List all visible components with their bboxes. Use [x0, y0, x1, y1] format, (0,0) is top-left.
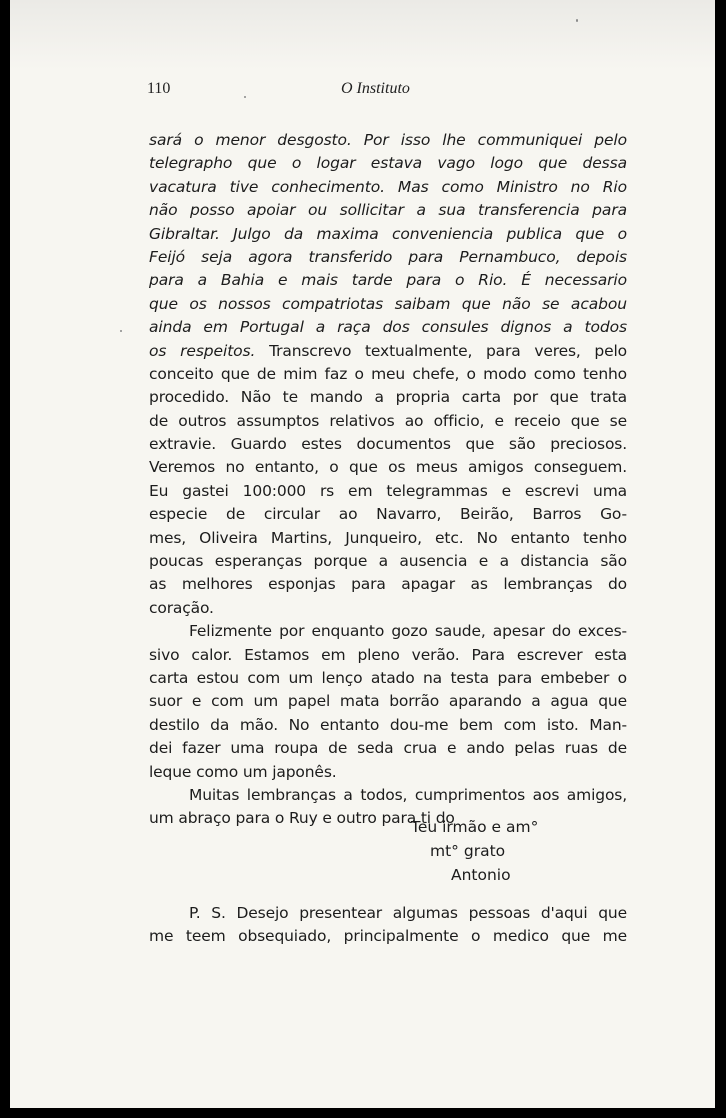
- text-line: mes, Oliveira Martins, Junqueiro, etc. No entanto tenho: [149, 528, 627, 547]
- text-line: Feijó seja agora transferido para Pernambuco, depois: [149, 247, 627, 266]
- roman-segment: Transcrevo textualmente, para veres, pelo: [255, 341, 627, 360]
- text-line: Eu gastei 100:000 rs em telegrammas e escrevi uma: [149, 481, 627, 500]
- text-line: destilo da mão. No entanto dou-me bem com isto. Man-: [149, 715, 627, 734]
- text-line: dei fazer uma roupa de seda crua e ando pelas ruas de: [149, 739, 627, 758]
- text-line: Felizmente por enquanto gozo saude, apesar do exces-: [189, 622, 627, 641]
- signature-closing: Teu irmão e am°: [411, 818, 539, 836]
- text-line: para a Bahia e mais tarde para o Rio. É necessario: [149, 271, 627, 290]
- postscript: [149, 902, 627, 949]
- text-line: telegrapho que o logar estava vago logo que dessa: [149, 154, 627, 173]
- scan-speck: [576, 19, 578, 22]
- text-line: suor e com um papel mata borrão aparando a agua que: [149, 692, 627, 711]
- text-line: Gibraltar. Julgo da maxima conveniencia publica que o: [149, 224, 627, 243]
- text-line: poucas esperanças porque a ausencia e a distancia são: [149, 552, 627, 571]
- text-line: sivo calor. Estamos em pleno verão. Para escrever esta: [149, 645, 627, 664]
- running-head: [10, 80, 715, 102]
- text-line: [149, 340, 627, 363]
- text-line: extravie. Guardo estes documentos que são preciosos.: [149, 435, 627, 454]
- text-line: ainda em Portugal a raça dos consules dignos a todos: [149, 318, 627, 337]
- signature-closing-2: mt° grato: [430, 842, 506, 860]
- text-line: não posso apoiar ou sollicitar a sua transferencia para: [149, 201, 627, 220]
- text-line: Veremos no entanto, o que os meus amigos conseguem.: [149, 458, 627, 477]
- running-title: O Instituto: [341, 80, 410, 97]
- text-line: coração.: [149, 598, 214, 617]
- italic-segment: os respeitos.: [149, 341, 256, 360]
- text-line: procedido. Não te mando a propria carta por que trata: [149, 388, 627, 407]
- scan-speck: [244, 96, 246, 98]
- text-line: que os nossos compatriotas saibam que não se acabou: [149, 294, 627, 313]
- text-line: conceito que de mim faz o meu chefe, o modo como tenho: [149, 364, 627, 383]
- text-line: um abraço para o Ruy e outro para ti do: [149, 809, 455, 828]
- letter-body: [149, 129, 627, 831]
- signature-name: Antonio: [451, 866, 511, 884]
- text-line: as melhores esponjas para apagar as lembranças do: [149, 575, 627, 594]
- text-line: especie de circular ao Navarro, Beirão, Barros Go-: [149, 505, 627, 524]
- postscript-line: me teem obsequiado, principalmente o medico que me: [149, 927, 627, 946]
- text-line: de outros assumptos relativos ao officio, e receio que se: [149, 411, 627, 430]
- text-line: Muitas lembranças a todos, cumprimentos aos amigos,: [189, 785, 627, 804]
- book-page: [10, 0, 715, 1108]
- text-line: sará o menor desgosto. Por isso lhe communiquei pelo: [149, 131, 627, 149]
- page-number: 110: [147, 80, 171, 97]
- text-line: vacatura tive conhecimento. Mas como Ministro no Rio: [149, 177, 627, 196]
- scan-speck: [120, 330, 122, 332]
- text-line: carta estou com um lenço atado na testa para embeber o: [149, 668, 627, 687]
- postscript-line: P. S. Desejo presentear algumas pessoas d'aqui que: [189, 904, 627, 922]
- text-line: leque como um japonês.: [149, 762, 337, 781]
